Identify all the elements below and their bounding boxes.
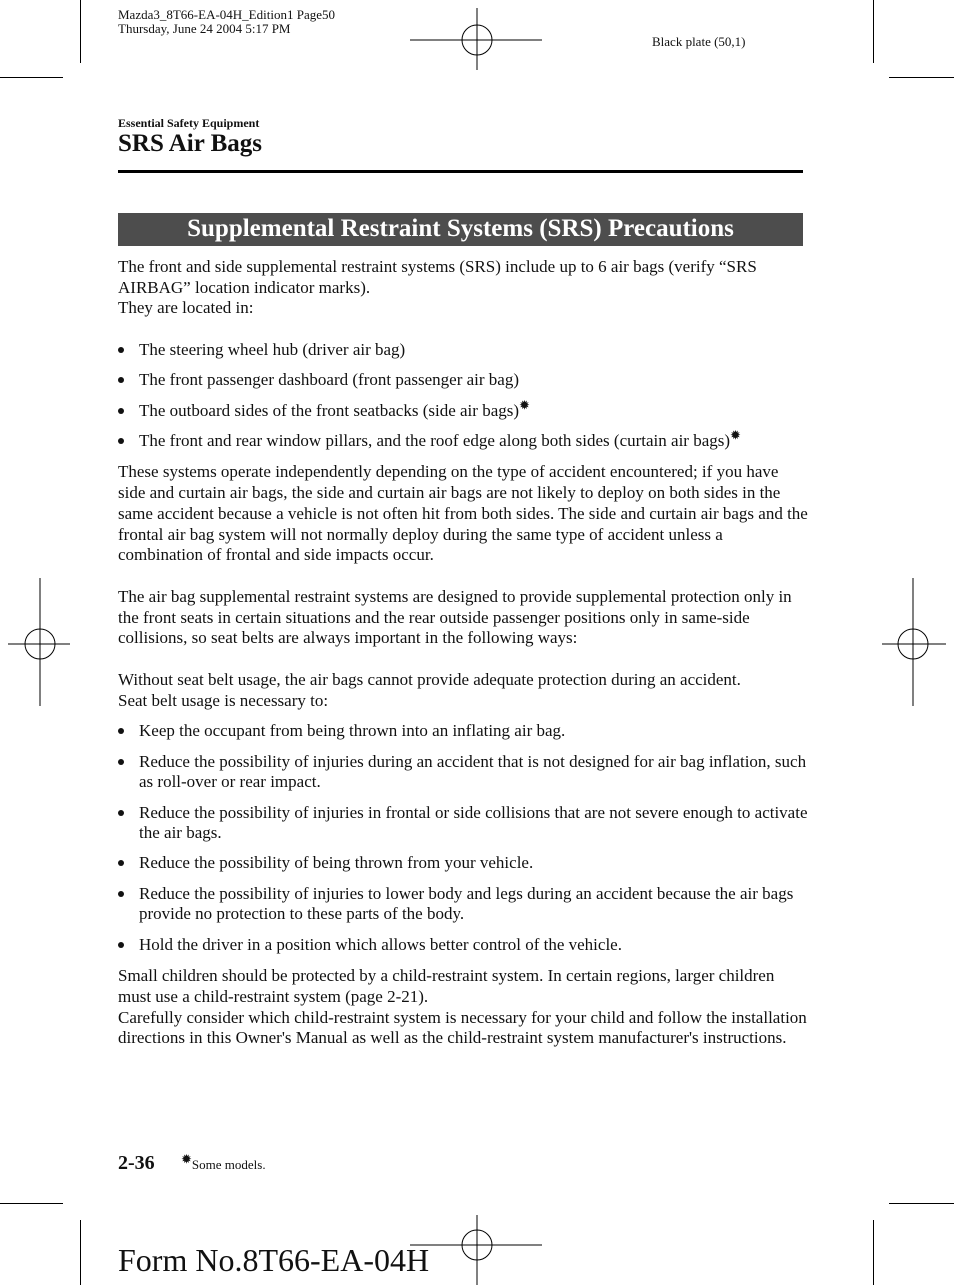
bullet-icon	[118, 438, 124, 444]
list-item: Reduce the possibility of injuries to lower body and legs during an accident because the air bags provide no protection to these parts of the body.	[118, 884, 808, 925]
bullet-icon	[118, 860, 124, 866]
list-item: The front and rear window pillars, and the roof edge along both sides (curtain air bags)✹	[118, 431, 808, 452]
bullet-icon	[118, 942, 124, 948]
footnote-star-icon: ✹	[181, 1151, 192, 1167]
file-name-line: Mazda3_8T66-EA-04H_Edition1 Page50	[118, 7, 335, 22]
form-number: Form No.8T66-EA-04H	[118, 1242, 430, 1278]
crop-mark-top-left-v	[80, 0, 81, 63]
chapter-rule	[118, 170, 803, 173]
footnote	[181, 1151, 266, 1173]
children-paragraph: Small children should be protected by a child-restraint system. In certain regions, larger children must use a child-restraint system (page 2-21).	[118, 966, 775, 1006]
without-seatbelt-paragraph: Without seat belt usage, the air bags cannot provide adequate protection during an accident.	[118, 670, 741, 690]
airbag-locations-list	[118, 340, 808, 451]
registration-mark-top-icon	[410, 8, 542, 70]
bullet-icon	[118, 408, 124, 414]
registration-mark-bottom-icon	[410, 1215, 542, 1285]
bullet-icon	[118, 891, 124, 897]
bullet-icon	[118, 728, 124, 734]
bullet-icon	[118, 347, 124, 353]
print-meta	[118, 8, 335, 36]
some-models-star-icon: ✹	[519, 396, 530, 412]
crop-mark-bottom-left-h	[0, 1203, 63, 1204]
seatbelt-necessary-lead: Seat belt usage is necessary to:	[118, 690, 329, 710]
list-item: The steering wheel hub (driver air bag)	[118, 340, 808, 361]
design-paragraph: The air bag supplemental restraint systems are designed to provide supplemental protection only in the front seats in certain situations and the rear outside passenger positions only in same-side collisions, so seat belts are always important in the following ways:	[118, 586, 792, 648]
crop-mark-top-left-h	[0, 77, 63, 78]
intro-lead: They are located in:	[118, 298, 254, 318]
page-number: 2-36	[118, 1152, 155, 1174]
main-content	[118, 257, 808, 1049]
seatbelt-reasons-list	[118, 721, 808, 955]
operation-paragraph: These systems operate independently depending on the type of accident encountered; if you have side and curtain air bags, the side and curtain air bags are not likely to deploy on both sides in the same accident because a vehicle is not often hit from both sides. The side and curtain air bags and the frontal air bag system will not normally deploy during the same type of accident unless a combination of frontal and side impacts occur.	[118, 462, 808, 565]
section-banner: Supplemental Restraint Systems (SRS) Precautions	[118, 213, 803, 246]
bullet-icon	[118, 377, 124, 383]
intro-paragraph: The front and side supplemental restraint systems (SRS) include up to 6 air bags (verify “SRS AIRBAG” location indicator marks).	[118, 257, 757, 297]
crop-mark-bottom-right-v	[873, 1220, 874, 1285]
registration-mark-left-icon	[8, 578, 70, 706]
footnote-text: Some models.	[191, 1157, 266, 1172]
chapter-title: SRS Air Bags	[118, 130, 263, 157]
list-item: Reduce the possibility of injuries in frontal or side collisions that are not severe enough to activate the air bags.	[118, 803, 808, 844]
child-restraint-paragraph: Carefully consider which child-restraint system is necessary for your child and follow the installation directions in this Owner's Manual as well as the child-restraint system manufacturer's instructions.	[118, 1007, 807, 1048]
list-item: Hold the driver in a position which allows better control of the vehicle.	[118, 935, 808, 956]
list-item: The outboard sides of the front seatbacks (side air bags)✹	[118, 401, 808, 422]
crop-mark-bottom-left-v	[80, 1220, 81, 1285]
crop-mark-top-right-h	[889, 77, 954, 78]
crop-mark-top-right-v	[873, 0, 874, 63]
bullet-icon	[118, 810, 124, 816]
section-label: Essential Safety Equipment	[118, 116, 260, 130]
list-item: Keep the occupant from being thrown into an inflating air bag.	[118, 721, 808, 742]
list-item: Reduce the possibility of injuries during an accident that is not designed for air bag inflation, such as roll-over or rear impact.	[118, 752, 808, 793]
some-models-star-icon: ✹	[730, 427, 741, 443]
bullet-icon	[118, 759, 124, 765]
crop-mark-bottom-right-h	[889, 1203, 954, 1204]
registration-mark-right-icon	[882, 578, 946, 706]
print-date-line: Thursday, June 24 2004 5:17 PM	[118, 21, 291, 36]
list-item: The front passenger dashboard (front passenger air bag)	[118, 370, 808, 391]
plate-label: Black plate (50,1)	[652, 34, 746, 49]
list-item: Reduce the possibility of being thrown from your vehicle.	[118, 853, 808, 874]
